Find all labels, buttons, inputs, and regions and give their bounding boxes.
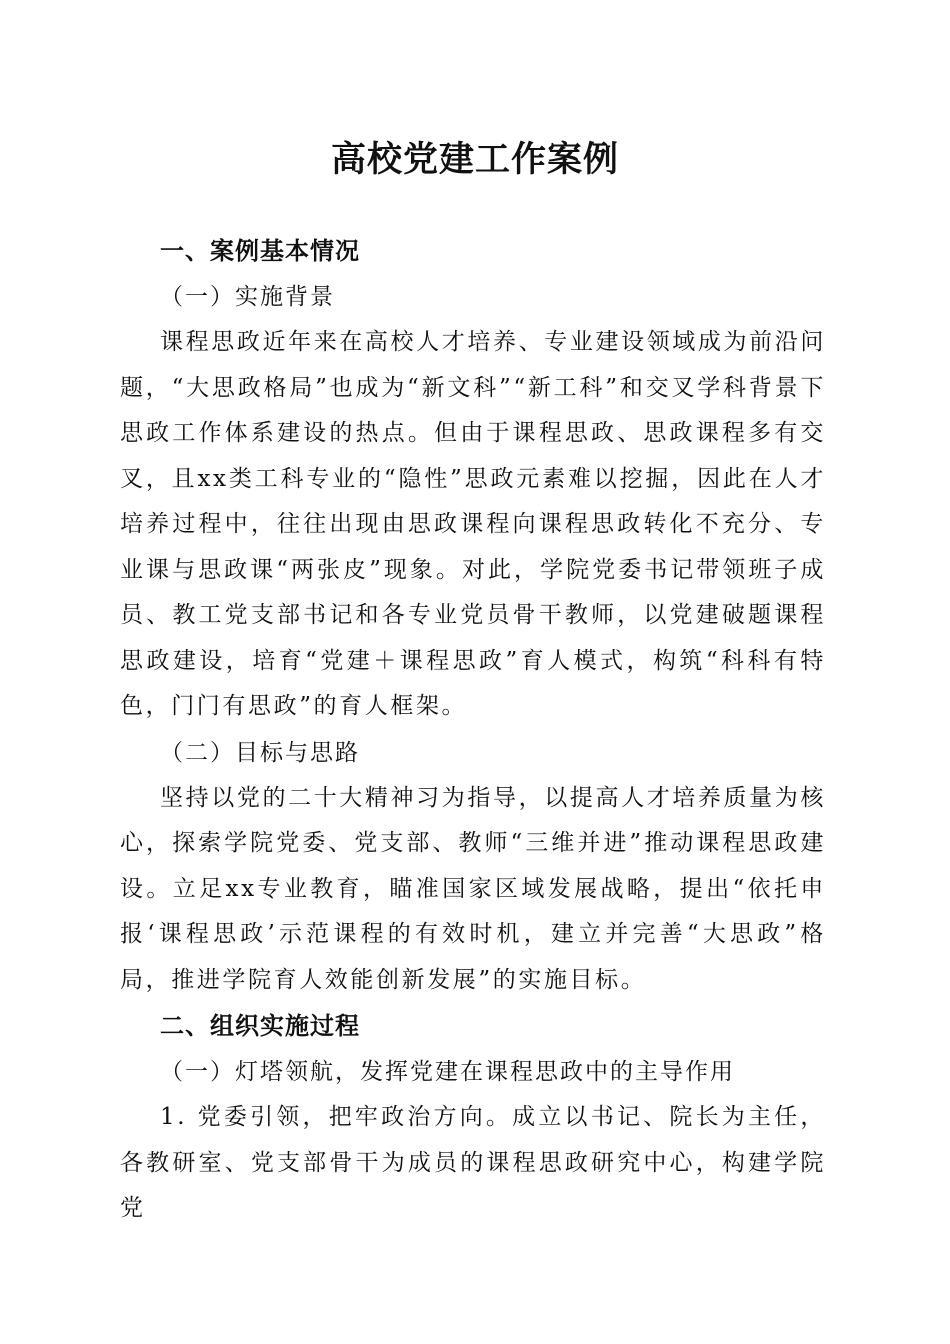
subsection-heading-2-1: （一）灯塔领航，发挥党建在课程思政中的主导作用 (160, 1059, 735, 1085)
section-heading-2: 二、组织实施过程 (160, 1012, 360, 1040)
paragraph-party-leadership: 1. 党委引领，把牢政治方向。成立以书记、院长为主任，各教研室、党支部骨干为成员的课程思政研究中心，构建学院党 (120, 1104, 826, 1221)
section-heading-1: 一、案例基本情况 (160, 237, 360, 265)
subsection-heading-1-1: （一）实施背景 (160, 284, 335, 310)
document-title: 高校党建工作案例 (330, 140, 619, 180)
subsection-heading-1-2: （二）目标与思路 (160, 739, 360, 766)
document-body (120, 228, 826, 1232)
paragraph-goals: 坚持以党的二十大精神习为指导，以提高人才培养质量为核心，探索学院党委、党支部、教师“三维并进”推动课程思政建设。立足xx专业教育，瞄准国家区域发展战略，提出“依托申报‘课程思政’示范课程的有效时机，建立并完善“大思政”格局，推进学院育人效能创新发展”的实施目标。 (120, 784, 826, 993)
paragraph-background: 课程思政近年来在高校人才培养、专业建设领域成为前沿问题，“大思政格局”也成为“新文科”“新工科”和交叉学科背景下思政工作体系建设的热点。但由于课程思政、思政课程多有交叉，且xx类工科专业的“隐性”思政元素难以挖掘，因此在人才培养过程中，往往出现由思政课程向课程思政转化不充分、专业课与思政课“两张皮”现象。对此，学院党委书记带领班子成员、教工党支部书记和各专业党员骨干教师，以党建破题课程思政建设，培育“党建＋课程思政”育人模式，构筑“科科有特色，门门有思政”的育人框架。 (120, 329, 826, 719)
